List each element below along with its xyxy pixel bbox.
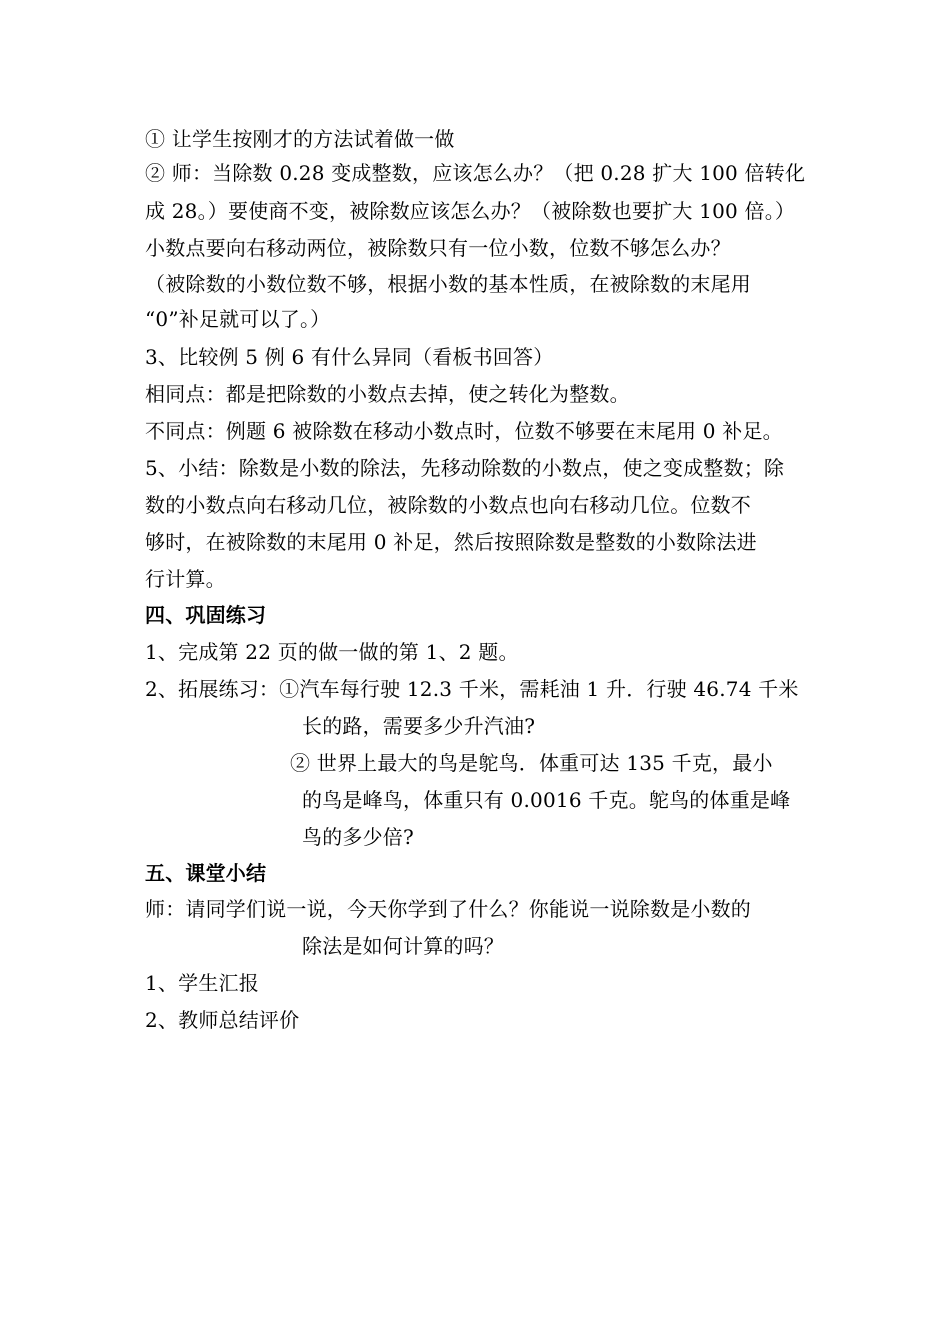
text-line: （被除数的小数位数不够，根据小数的基本性质，在被除数的末尾用 <box>145 272 751 296</box>
text-line: 数的小数点向右移动几位，被除数的小数点也向右移动几位。位数不 <box>145 493 751 517</box>
text-line: “0”补足就可以了。） <box>145 307 331 331</box>
text-line: 小数点要向右移动两位，被除数只有一位小数，位数不够怎么办？ <box>145 236 731 260</box>
text-line: 2、教师总结评价 <box>145 1008 300 1032</box>
text-line: 够时，在被除数的末尾用 0 补足，然后按照除数是整数的小数除法进 <box>145 530 757 554</box>
text-line: 除法是如何计算的吗？ <box>302 934 504 958</box>
text-line: 长的路，需要多少升汽油? <box>302 714 536 738</box>
text-line: ① 让学生按刚才的方法试着做一做 <box>145 127 455 151</box>
text-line: 1、完成第 22 页的做一做的第 1、2 题。 <box>145 640 519 664</box>
text-line: 行计算。 <box>145 567 226 591</box>
text-line: ② 师：当除数 0.28 变成整数，应该怎么办？（把 0.28 扩大 100 倍转化 <box>145 161 806 185</box>
text-line: 相同点：都是把除数的小数点去掉，使之转化为整数。 <box>145 382 630 406</box>
text-line: 鸟的多少倍? <box>302 825 414 849</box>
section-heading: 五、课堂小结 <box>145 861 267 885</box>
text-line: 3、比较例 5 例 6 有什么异同（看板书回答） <box>145 345 554 369</box>
text-line: 1、学生汇报 <box>145 971 259 995</box>
text-line: 不同点：例题 6 被除数在移动小数点时，位数不够要在末尾用 0 补足。 <box>145 419 783 443</box>
section-heading: 四、巩固练习 <box>145 603 267 627</box>
text-line: 2、拓展练习：①汽车每行驶 12.3 千米，需耗油 1 升．行驶 46.74 千米 <box>145 677 799 701</box>
text-line: 成 28。）要使商不变，被除数应该怎么办？（被除数也要扩大 100 倍。） <box>145 199 796 223</box>
text-line: 的鸟是峰鸟，体重只有 0.0016 千克。鸵鸟的体重是峰 <box>302 788 791 812</box>
text-line: 5、小结：除数是小数的除法，先移动除数的小数点，使之变成整数；除 <box>145 456 785 480</box>
text-line: 师：请同学们说一说，今天你学到了什么？你能说一说除数是小数的 <box>145 897 751 921</box>
text-line: ② 世界上最大的鸟是鸵鸟．体重可达 135 千克，最小 <box>290 751 773 775</box>
